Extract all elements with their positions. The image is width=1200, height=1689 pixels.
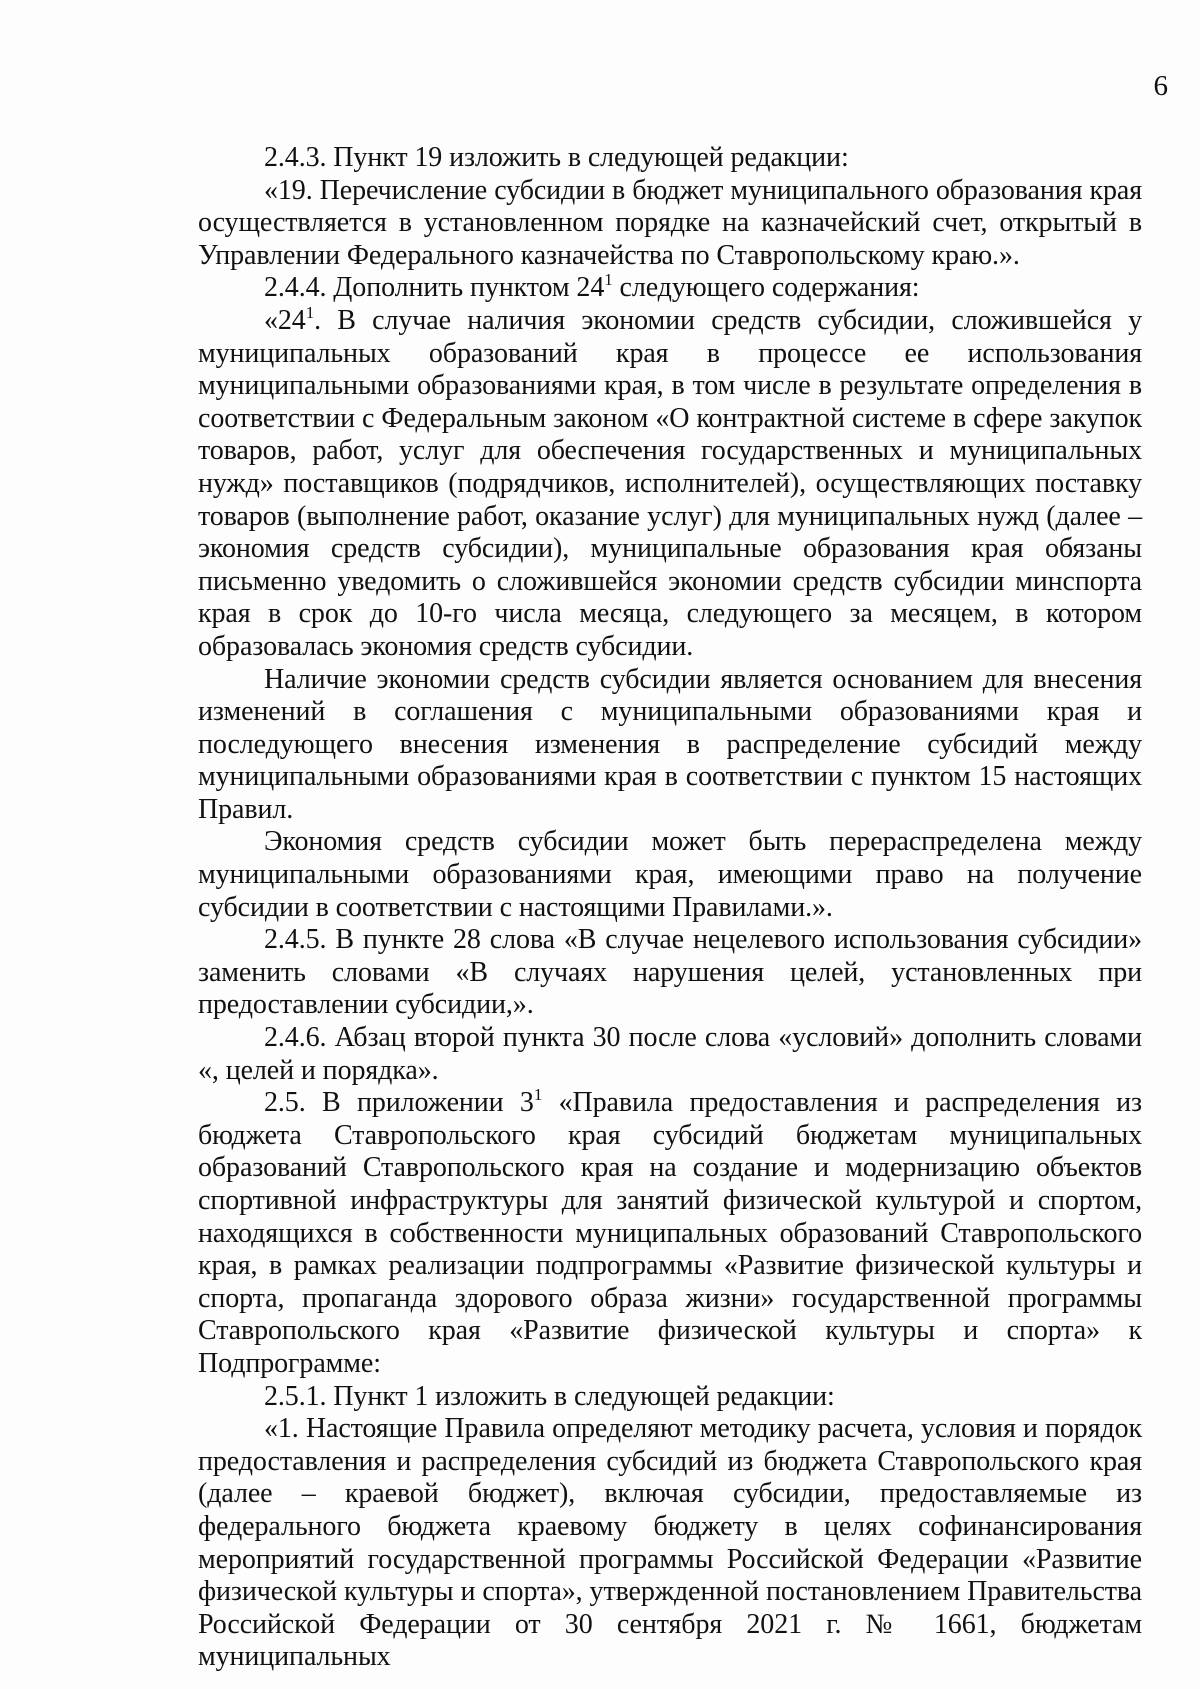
paragraph-text: 2.5. В приложении 3 [264, 1087, 534, 1119]
paragraph-2-4-4 [198, 272, 1142, 305]
paragraph-text: «19. Перечисление субсидии в бюджет муниципального образования края осуществляется в установленном порядке на казначейский счет, открытый в Управлении Федерального казначейства по Ставропольскому краю.». [198, 174, 1142, 271]
paragraph-2-5 [198, 1087, 1142, 1380]
paragraph-text: «1. Настоящие Правила определяют методику расчета, условия и порядок предоставления и распределения субсидий из бюджета Ставропольского края (далее – краевой бюджет), включая субсидии, предоставляемые из федерального бюджета краевому бюджету в целях софинансирования мероприятий государственной программы Российской Федерации «Развитие физической культуры и спорта», утвержденной постановлением Правительства Российской Федерации от 30 сентября 2021 г. № 1661, бюджетам муниципальных [198, 1413, 1142, 1673]
superscript-index: 1 [305, 302, 315, 322]
paragraph-text: 2.4.4. Дополнить пунктом 24 [264, 272, 605, 304]
paragraph-text: 2.5.1. Пункт 1 изложить в следующей редакции: [264, 1380, 835, 1412]
paragraph-point-19 [198, 175, 1142, 273]
paragraph-2-4-6 [198, 1022, 1142, 1087]
page-number: 6 [1153, 70, 1168, 102]
paragraph-point-1 [198, 1413, 1142, 1674]
paragraph-text: «24 [264, 304, 306, 336]
paragraph-2-5-1 [198, 1381, 1142, 1414]
paragraph-text: 2.4.3. Пункт 19 изложить в следующей редакции: [264, 142, 849, 173]
superscript-index: 1 [533, 1085, 543, 1105]
paragraph-text-tail: . В случае наличия экономии средств субсидии, сложившейся у муниципальных образований края в процессе ее использования муниципальными образованиями края, в том числе в результате определения в соответствии с Федеральным законом «О контрактной системе в сфере закупок товаров, работ, услуг для обеспечения государственных и муниципальных нужд» поставщиков (подрядчиков, исполнителей), осуществляющих поставку товаров (выполнение работ, оказание услуг) для муниципальных нужд (далее – экономия средств субсидии), муниципальные образования края обязаны письменно уведомить о сложившейся экономии средств субсидии минспорта края в срок до 10-го числа месяца, следующего за месяцем, в котором образовалась экономия средств субсидии. [198, 304, 1142, 662]
document-body [198, 142, 1142, 1674]
paragraph-savings-basis [198, 664, 1142, 827]
paragraph-point-24-1 [198, 302, 1142, 664]
paragraph-2-4-3 [198, 142, 1142, 175]
paragraph-savings-redistribution [198, 826, 1142, 924]
paragraph-2-4-5 [198, 924, 1142, 1022]
paragraph-text-tail: «Правила предоставления и распределения из бюджета Ставропольского края субсидий бюджетам муниципальных образований Ставропольского края на создание и модернизацию объектов спортивной инфраструктуры для занятий физической культурой и спортом, находящихся в собственности муниципальных образований Ставропольского края, в рамках реализации подпрограммы «Развитие физической культуры и спорта, пропаганда здорового образа жизни» государственной программы Ставропольского края «Развитие физической культуры и спорта» к Подпрограмме: [198, 1087, 1142, 1379]
paragraph-text: 2.4.5. В пункте 28 слова «В случае нецелевого использования субсидии» заменить словами «В случаях нарушения целей, установленных при предоставлении субсидии,». [198, 924, 1142, 1021]
paragraph-text: Наличие экономии средств субсидии является основанием для внесения изменений в соглашения с муниципальными образованиями края и последующего внесения изменения в распределение субсидий между муниципальными образованиями края в соответствии с пунктом 15 настоящих Правил. [198, 663, 1142, 825]
paragraph-text-tail: следующего содержания: [612, 272, 920, 304]
paragraph-text: Экономия средств субсидии может быть перераспределена между муниципальными образованиями края, имеющими право на получение субсидии в соответствии с настоящими Правилами.». [198, 826, 1142, 923]
superscript-index: 1 [604, 270, 613, 290]
paragraph-text: 2.4.6. Абзац второй пункта 30 после слова «условий» дополнить словами «, целей и порядка». [198, 1022, 1142, 1086]
